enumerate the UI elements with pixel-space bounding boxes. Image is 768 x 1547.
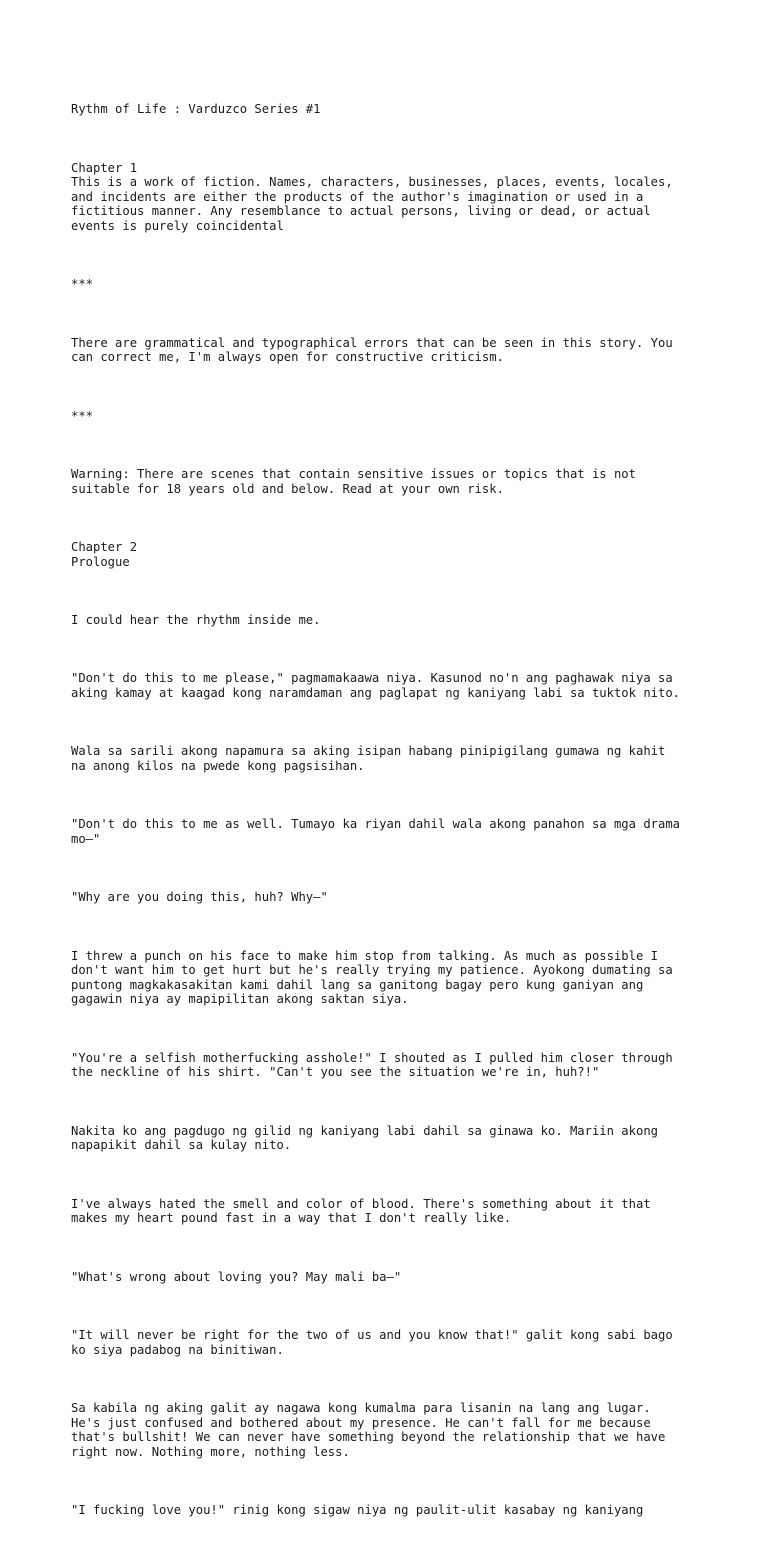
paragraph: "Why are you doing this, huh? Why—" bbox=[71, 890, 328, 905]
errors-note: There are grammatical and typographical errors that can be seen in this story. You can correct me, I'm always open for constructive criticism. bbox=[71, 335, 673, 365]
paragraph: "It will never be right for the two of us and you know that!" galit kong sabi bago ko siya padabog na binitiwan. bbox=[71, 1328, 673, 1357]
paragraph: Sa kabila ng aking galit ay nagawa kong kumalma para lisanin na lang ang lugar. He's just confused and bothered about my presence. He can't fall for me because that's bullshit! We can never have something beyond the relationship that we have right now. Nothing more, nothing less. bbox=[71, 1401, 666, 1459]
chapter-2-heading: Chapter 2 Prologue bbox=[71, 540, 138, 569]
paragraph: "Don't do this to me as well. Tumayo ka riyan dahil wala akong panahon sa mga drama mo—" bbox=[71, 817, 681, 846]
separator: *** bbox=[71, 277, 94, 292]
paragraph: "Don't do this to me please," pagmamakaawa niya. Kasunod no'n ang paghawak niya sa aking kamay at kaagad kong naramdaman ang paglapat ng kaniyang labi sa tuktok nito. bbox=[71, 671, 681, 700]
document-title: Rythm of Life : Varduzco Series #1 bbox=[71, 102, 321, 117]
paragraph: "What's wrong about loving you? May mali ba—" bbox=[71, 1269, 402, 1284]
paragraph: Nakita ko ang pagdugo ng gilid ng kaniyang labi dahil sa ginawa ko. Mariin akong napapikit dahil sa kulay nito. bbox=[71, 1123, 658, 1153]
warning-note: Warning: There are scenes that contain sensitive issues or topics that is not suitable for 18 years old and below. Read at your own risk. bbox=[71, 467, 636, 496]
paragraph: "I fucking love you!" rinig kong sigaw niya ng paulit-ulit kasabay ng kaniyang bbox=[71, 1503, 644, 1518]
paragraph: Wala sa sarili akong napamura sa aking isipan habang pinipigilang gumawa ng kahit na anong kilos na pwede kong pagsisihan. bbox=[71, 744, 666, 773]
separator: *** bbox=[71, 408, 94, 423]
paragraph: I threw a punch on his face to make him stop from talking. As much as possible I don't want him to get hurt but he's really trying my patience. Ayokong dumating sa puntong magkakasakitan kami dahil lang sa ganitong bagay pero kung ganiyan ang gagawin niya ay mapipilitan akong saktan siya. bbox=[71, 948, 673, 1007]
chapter-1-disclaimer: Chapter 1 This is a work of fiction. Names, characters, businesses, places, events, locales, and incidents are either the products of the author's imagination or used in a fictitious manner. Any resemblance to actual persons, living or dead, or actual events is purely coincidental bbox=[71, 160, 673, 233]
paragraph: "You're a selfish motherfucking asshole!" I shouted as I pulled him closer through the neckline of his shirt. "Can't you see the situation we're in, huh?!" bbox=[71, 1050, 673, 1080]
paragraph: I've always hated the smell and color of blood. There's something about it that makes my heart pound fast in a way that I don't really like. bbox=[71, 1196, 651, 1226]
paragraph: I could hear the rhythm inside me. bbox=[71, 612, 321, 627]
